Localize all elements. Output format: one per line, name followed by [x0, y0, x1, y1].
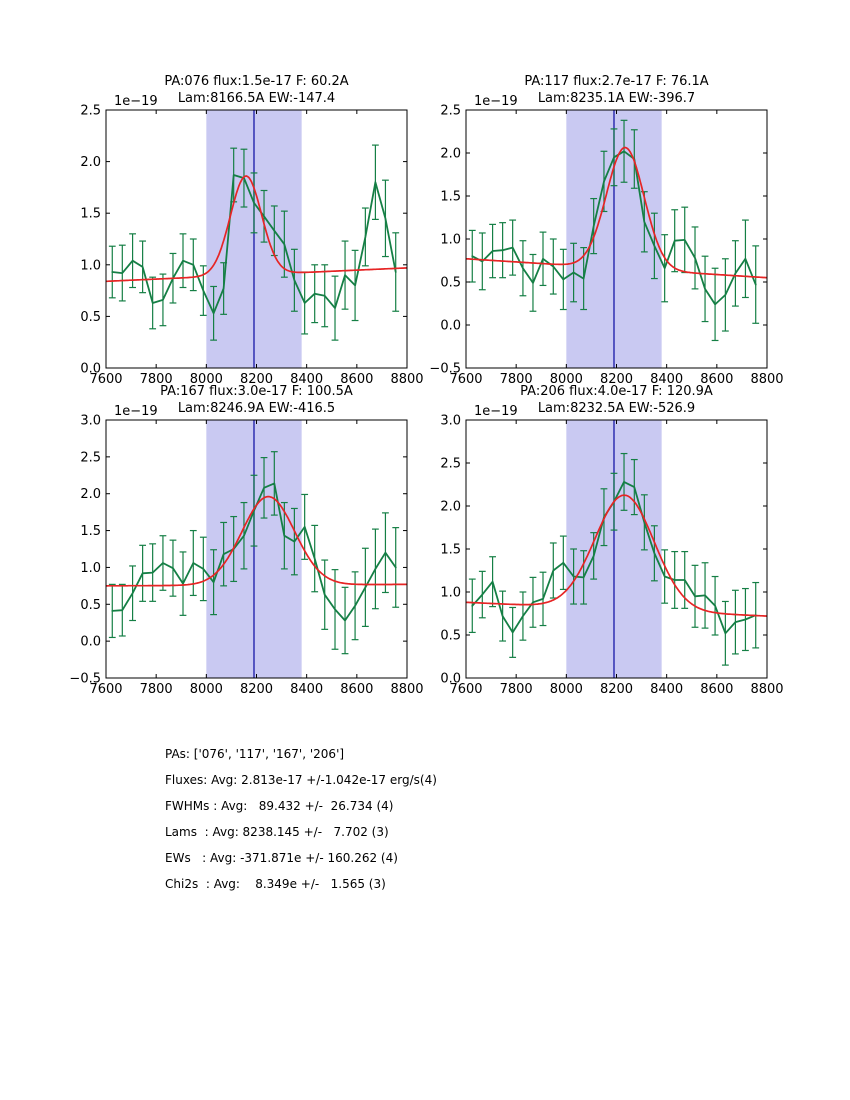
x-tick-label: 7600	[89, 682, 123, 697]
panel-2-title-line2: Lam:8246.9A EW:-416.5	[177, 401, 336, 416]
y-tick-label: 2.5	[440, 103, 461, 119]
y-tick-label: 0.0	[440, 671, 461, 687]
y-tick-label: 0.0	[440, 318, 461, 334]
y-tick-label: 1.5	[440, 189, 461, 205]
x-tick-label: 8800	[390, 372, 424, 387]
x-tick-label: 8200	[239, 682, 274, 697]
panel-1-title-line2: Lam:8235.1A EW:-396.7	[537, 91, 696, 106]
y-tick-label: 2.0	[80, 155, 101, 171]
x-tick-label: 7800	[499, 682, 533, 697]
y-tick-label: 1.5	[80, 524, 101, 540]
panel-3-title-line1: PA:206 flux:4.0e-17 F: 120.9A	[520, 384, 713, 399]
x-tick-label: 7800	[499, 372, 533, 387]
y-tick-label: 2.0	[80, 487, 101, 503]
panel-1-title-line1: PA:117 flux:2.7e-17 F: 76.1A	[524, 74, 709, 89]
x-tick-label: 8600	[340, 682, 374, 697]
panel-0-offset-label: 1e−19	[114, 94, 158, 109]
y-tick-label: 0.0	[80, 361, 101, 377]
x-tick-label: 8400	[650, 372, 684, 387]
x-tick-label: 8400	[290, 682, 324, 697]
summary-chi2s-line: Chi2s : Avg: 8.349e +/- 1.565 (3)	[165, 877, 386, 891]
x-tick-label: 8000	[549, 682, 583, 697]
summary-ews-line: EWs : Avg: -371.871e +/- 160.262 (4)	[165, 851, 398, 865]
y-tick-label: −0.5	[69, 671, 101, 687]
y-tick-label: 1.0	[440, 585, 461, 601]
y-tick-label: 2.5	[80, 450, 101, 466]
x-tick-label: 8000	[549, 372, 583, 387]
y-tick-label: 2.0	[440, 146, 461, 162]
y-tick-label: 2.0	[440, 499, 461, 515]
x-tick-label: 8400	[290, 372, 324, 387]
y-tick-label: 1.5	[440, 542, 461, 558]
y-tick-label: 0.5	[80, 597, 101, 613]
summary-fluxes-line: Fluxes: Avg: 2.813e-17 +/-1.042e-17 erg/s(4)	[165, 773, 437, 787]
y-tick-label: 3.0	[440, 413, 461, 429]
panel-0-title-line1: PA:076 flux:1.5e-17 F: 60.2A	[164, 74, 349, 89]
x-tick-label: 8800	[390, 682, 424, 697]
x-tick-label: 7800	[139, 372, 173, 387]
summary-lams-line: Lams : Avg: 8238.145 +/- 7.702 (3)	[165, 825, 389, 839]
y-tick-label: 0.5	[440, 628, 461, 644]
y-tick-label: 0.0	[80, 634, 101, 650]
panel-3-title-line2: Lam:8232.5A EW:-526.9	[537, 401, 696, 416]
y-tick-label: 2.5	[80, 103, 101, 119]
x-tick-label: 8200	[239, 372, 274, 387]
spectrum-panel-2	[69, 414, 423, 698]
spectrum-panel-0	[80, 104, 423, 388]
y-tick-label: 0.5	[80, 309, 101, 325]
x-tick-label: 8000	[189, 372, 223, 387]
x-tick-label: 8200	[599, 372, 634, 387]
x-tick-label: 7600	[449, 372, 483, 387]
summary-fwhms-line: FWHMs : Avg: 89.432 +/- 26.734 (4)	[165, 799, 394, 813]
x-tick-label: 8400	[650, 682, 684, 697]
panel-1-offset-label: 1e−19	[474, 94, 518, 109]
fit-summary-block	[165, 741, 437, 897]
x-tick-label: 8600	[340, 372, 374, 387]
panel-0-title-line2: Lam:8166.5A EW:-147.4	[177, 91, 336, 106]
panel-3-offset-label: 1e−19	[474, 404, 518, 419]
x-tick-label: 7800	[139, 682, 173, 697]
x-tick-label: 8200	[599, 682, 634, 697]
panel-2-title-line1: PA:167 flux:3.0e-17 F: 100.5A	[160, 384, 353, 399]
x-tick-label: 8800	[750, 682, 784, 697]
x-tick-label: 8000	[189, 682, 223, 697]
y-tick-label: 1.0	[80, 258, 101, 274]
y-tick-label: 1.5	[80, 206, 101, 222]
y-tick-label: 0.5	[440, 275, 461, 291]
x-tick-label: 8600	[700, 372, 734, 387]
y-tick-label: −0.5	[429, 361, 461, 377]
y-tick-label: 3.0	[80, 413, 101, 429]
x-tick-label: 8600	[700, 682, 734, 697]
x-tick-label: 7600	[449, 682, 483, 697]
summary-pas-line: PAs: ['076', '117', '167', '206']	[165, 747, 345, 761]
x-tick-label: 8800	[750, 372, 784, 387]
panel-2-offset-label: 1e−19	[114, 404, 158, 419]
spectrum-panel-3	[440, 414, 783, 698]
y-tick-label: 1.0	[440, 232, 461, 248]
y-tick-label: 1.0	[80, 560, 101, 576]
spectrum-panel-1	[429, 104, 783, 388]
y-tick-label: 2.5	[440, 456, 461, 472]
x-tick-label: 7600	[89, 372, 123, 387]
